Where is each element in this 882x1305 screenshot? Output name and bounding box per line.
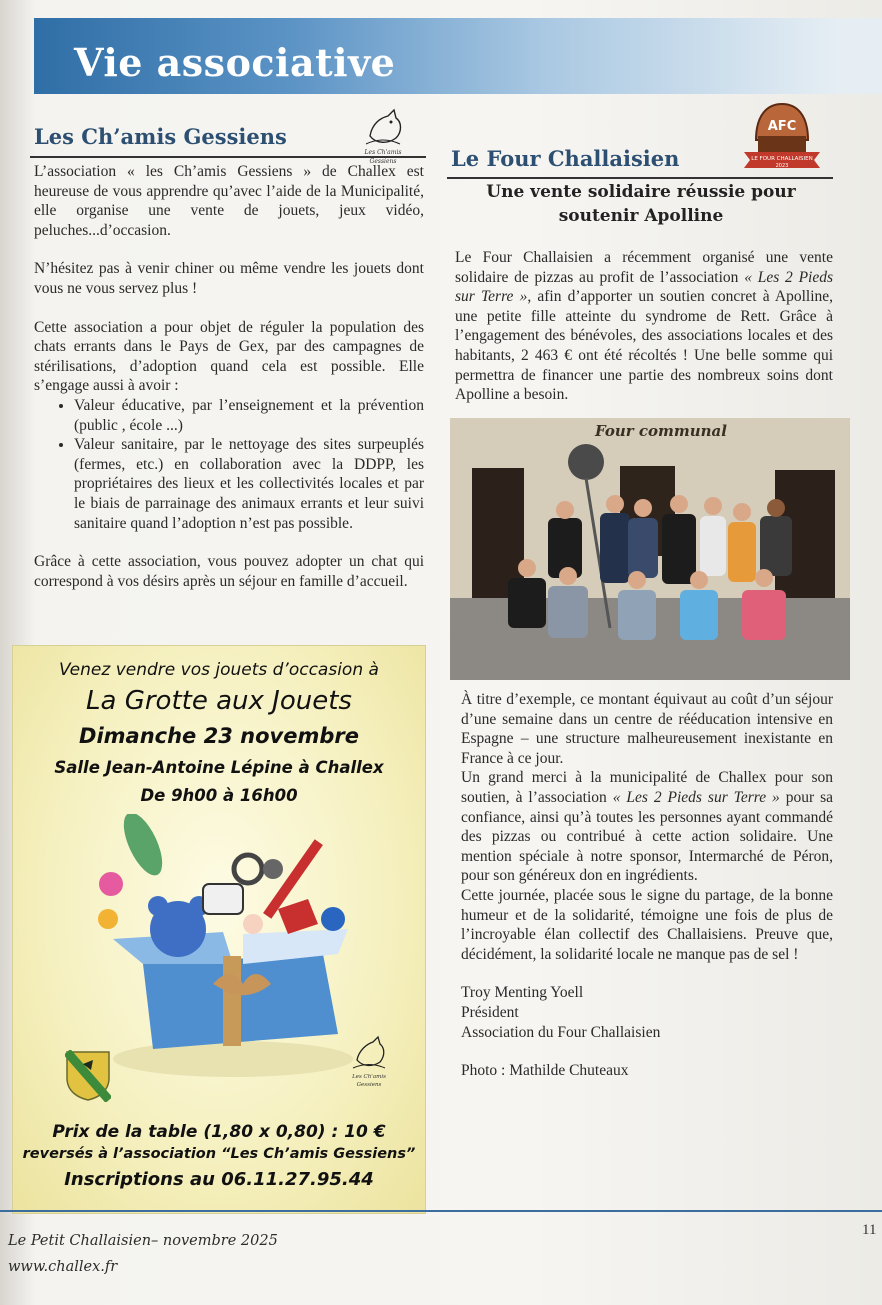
- photo-credit: Photo : Mathilde Chuteaux: [461, 1062, 629, 1080]
- chamis-bullet-list: [34, 396, 424, 533]
- svg-text:Gessiens: Gessiens: [356, 1082, 382, 1088]
- chamis-logo: [358, 106, 408, 170]
- four-paragraph-2: À titre d’exemple, ce montant équivaut au coût d’un séjour d’une semaine dans un centre de rééducation intensive en Espagne – une structure malheureusement inexistante en France à ce jour.: [461, 691, 833, 767]
- section-banner: [34, 18, 882, 94]
- page-number: 11: [862, 1222, 877, 1238]
- four-p1-text-a: Le Four Challaisien a récemment organisé une vente solidaire de pizzas au profit de l’association: [455, 249, 833, 286]
- four-paragraph-1: [455, 248, 833, 405]
- four-paragraph-4: Cette journée, placée sous le signe du partage, de la bonne humeur et de la solidarité, témoigne une fois de plus de l’incroyable élan collectif des Challaisiens. Preuve que, décidément, la solidarité locale ne manque pas de sel !: [461, 886, 833, 963]
- four-paragraph-3: [461, 768, 833, 886]
- chamis-article: [34, 162, 424, 610]
- signature-role: Président: [461, 1003, 519, 1021]
- four-title-rule: [447, 177, 833, 179]
- four-challaisien-logo: [742, 100, 822, 174]
- poster-intro: Venez vendre vos jouets d’occasion à: [59, 660, 379, 680]
- chamis-poster-logo: [347, 1034, 391, 1094]
- four-p3-text-b: pour sa confiance, ainsi qu’à toutes les personnes ayant commandé des pizzas ou contribué à cette action solidaire. Une mention spéciale à notre sponsor, Intermarché de Péron, pour son généreux don en ingrédients.: [461, 788, 833, 885]
- chamis-paragraph-4: Grâce à cette association, vous pouvez adopter un chat qui correspond à vos désirs après un séjour en famille d’accueil.: [34, 553, 424, 590]
- four-title: Le Four Challaisien: [451, 146, 680, 171]
- footer-website: www.challex.fr: [8, 1259, 118, 1275]
- four-p1-text-b: , afin d’apporter un soutien concret à Apolline, une petite fille atteinte du syndrome de Rett. Grâce à l’engagement des bénévoles, des associations locales et des habitants, 2 463 € ont été récoltés ! Une belle somme qui permettra de financer une partie des nombreux soins dont Apolline a besoin.: [455, 288, 834, 404]
- chamis-bullet-1: • Valeur éducative, par l’enseignement et la prévention (public , école ...): [74, 396, 424, 435]
- chamis-paragraph-2: N’hésitez pas à venir chiner ou même vendre les jouets dont vous ne vous servez plus !: [34, 260, 424, 297]
- poster-registration: Inscriptions au 06.11.27.95.44: [64, 1169, 374, 1190]
- toy-box-illustration: [93, 814, 373, 1084]
- four-subtitle: Une vente solidaire réussie pour soutenir Apolline: [486, 182, 796, 226]
- four-p3-text-a: Un grand merci à la municipalité de Challex pour son soutien, à l’association: [461, 769, 833, 806]
- poster-table-price: Prix de la table (1,80 x 0,80) : 10 €: [52, 1122, 386, 1142]
- four-p3-association: « Les 2 Pieds sur Terre »: [612, 788, 780, 806]
- section-banner-title: Vie associative: [74, 40, 396, 85]
- four-logo-ribbon: LE FOUR CHALLAISIEN: [751, 156, 813, 162]
- poster-venue: Salle Jean-Antoine Lépine à Challex: [54, 758, 384, 777]
- svg-text:Les Ch'amis: Les Ch'amis: [352, 1074, 386, 1080]
- footer-publication: Le Petit Challaisien– novembre 2025: [8, 1233, 278, 1249]
- poster-event-name: La Grotte aux Jouets: [86, 686, 352, 716]
- four-logo-year: 2023: [775, 163, 789, 169]
- signature-organization: Association du Four Challaisien: [461, 1023, 661, 1041]
- chamis-paragraph-3: Cette association a pour objet de réguler la population des chats errants dans le Pays de Gex, par des campagnes de stérilisations, d’adoption quand cela est possible. Elle s’engage aussi à avoir :: [34, 318, 424, 395]
- poster-donation: reversés à l’association “Les Ch’amis Gessiens”: [22, 1146, 416, 1162]
- chamis-title: Les Ch’amis Gessiens: [34, 124, 287, 149]
- signature-name: Troy Menting Yoell: [461, 984, 584, 1002]
- four-logo-letters: AFC: [767, 119, 797, 134]
- crest-icon: [65, 1050, 111, 1102]
- chamis-bullet-2: • Valeur sanitaire, par le nettoyage des sites surpeuplés (fermes, etc.) en collaboration avec la DDPP, les propriétaires des lieux et les collectivités locales et par le biais de parrainage des animaux errants et leur suivi sanitaire quand l’adoption n’est pas possible.: [74, 435, 424, 533]
- group-photo-image: [450, 418, 850, 680]
- four-article-continued: [461, 690, 833, 1081]
- poster-date: Dimanche 23 novembre: [79, 724, 359, 748]
- group-photo: [450, 418, 850, 680]
- photo-sign-four-communal: Four communal: [595, 422, 727, 440]
- footer-rule: [0, 1210, 882, 1212]
- svg-text:Gessiens: Gessiens: [369, 158, 397, 165]
- toy-sale-poster: [12, 645, 426, 1214]
- four-p1-association: « Les 2 Pieds sur Terre »: [455, 268, 834, 306]
- svg-text:Les Ch'amis: Les Ch'amis: [364, 149, 402, 156]
- chamis-paragraph-1: L’association « les Ch’amis Gessiens » de Challex est heureuse de vous apprendre qu’avec l’aide de la Municipalité, elle organise une vente de jouets, jeux vidéo, peluches...d’occasion.: [34, 163, 424, 239]
- poster-hours: De 9h00 à 16h00: [140, 786, 298, 805]
